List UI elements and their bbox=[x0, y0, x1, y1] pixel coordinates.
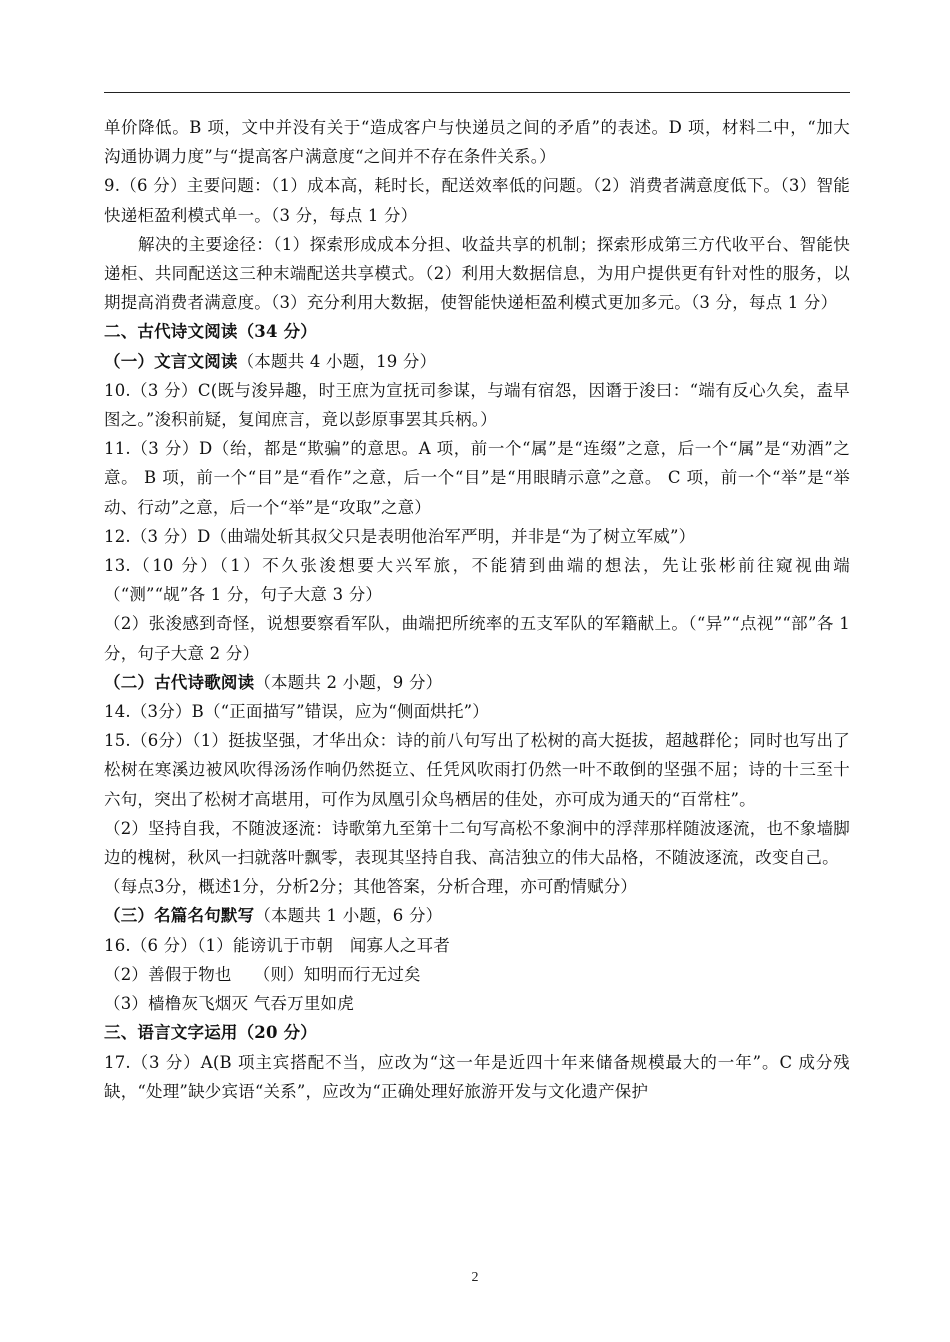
answer-15-2: （2）坚持自我，不随波逐流：诗歌第九至第十二句写高松不象涧中的浮萍那样随波逐流，也不象墙脚边的槐树，秋风一扫就落叶飘零，表现其坚持自我、高洁独立的伟大品格，不随波逐流，改变自己。 bbox=[104, 818, 850, 868]
subsection-title: （二）古代诗歌阅读 bbox=[104, 672, 255, 692]
answer-13-2: （2）张浚感到奇怪，说想要察看军队，曲端把所统率的五支军队的军籍献上。（“异”“点视”“部”各 1 分，句子大意 2 分） bbox=[104, 614, 850, 663]
subsection-note: （本题共 4 小题，19 分） bbox=[237, 351, 437, 371]
answer-10: 10.（3 分）C(既与浚异趣，时王庶为宣抚司参谋，与端有宿怨，因谮于浚曰：“端有反心久矣，盍早图之。”浚积前疑，复闻庶言，竟以彭原事罢其兵柄。） bbox=[104, 380, 850, 430]
subsection-note: （本题共 2 小题，9 分） bbox=[254, 672, 443, 692]
header-rule bbox=[104, 92, 850, 93]
answer-17: 17.（3 分）A(B 项主宾搭配不当，应改为“这一年是近四十年来储备规模最大的一年”。C 成分残缺，“处理”缺少宾语“关系”，应改为“正确处理好旅游开发与文化遗产保护 bbox=[104, 1052, 850, 1101]
answer-16-1: 16.（6 分）（1）能谤讥于市朝 闻寡人之耳者 bbox=[104, 935, 451, 955]
answer-14: 14.（3分）B（“正面描写”错误，应为“侧面烘托”） bbox=[104, 702, 490, 722]
answer-13-1: 13.（10 分）（1）不久张浚想要大兴军旅，不能猜到曲端的想法，先让张彬前往窥视曲端（“测”“觇”各 1 分，句子大意 3 分） bbox=[104, 556, 850, 605]
answer-11: 11.（3 分）D（绐，都是“欺骗”的意思。A 项，前一个“属”是“连缀”之意，后一个“属”是“劝酒”之意。 B 项，前一个“目”是“看作”之意，后一个“目”是“用眼睛示意”之意。 C 项，前一个“举”是“举动、行动”之意，后一个“举”是“攻取”之意） bbox=[104, 439, 850, 517]
subsection-note: （本题共 1 小题，6 分） bbox=[254, 906, 443, 926]
subsection-title: （一）文言文阅读 bbox=[104, 351, 238, 371]
answer-9-solutions: 解决的主要途径：（1）探索形成成本分担、收益共享的机制；探索形成第三方代收平台、智能快递柜、共同配送这三种末端配送共享模式。（2）利用大数据信息，为用户提供更有针对性的服务，以期提高消费者满意度。（3）充分利用大数据，使智能快递柜盈利模式更加多元。（3 分，每点 1 分） bbox=[104, 234, 850, 313]
subsection-title: （三）名篇名句默写 bbox=[104, 906, 255, 926]
section-heading-2: 二、古代诗文阅读（34 分） bbox=[104, 322, 318, 342]
answer-16-3: （3）樯橹灰飞烟灭 气吞万里如虎 bbox=[104, 994, 354, 1014]
subsection-heading-2 bbox=[104, 668, 850, 697]
answer-9: 9.（6 分）主要问题：（1）成本高，耗时长，配送效率低的问题。（2）消费者满意度低下。（3）智能快递柜盈利模式单一。（3 分，每点 1 分） bbox=[104, 176, 850, 225]
section-heading-3: 三、语言文字运用（20 分） bbox=[104, 1023, 318, 1043]
paragraph-continuation: 单价降低。B 项，文中并没有关于“造成客户与快递员之间的矛盾”的表述。D 项，材料二中，“加大沟通协调力度”与“提高客户满意度“之间并不存在条件关系。） bbox=[104, 118, 850, 167]
page-number: 2 bbox=[471, 1270, 479, 1285]
answer-16-2: （2）善假于物也 （则）知明而行无过矣 bbox=[104, 964, 421, 984]
answer-text bbox=[104, 113, 850, 1106]
subsection-heading-3 bbox=[104, 901, 850, 930]
subsection-heading-1 bbox=[104, 347, 850, 376]
answer-12: 12.（3 分）D（曲端处斩其叔父只是表明他治军严明，并非是“为了树立军威”） bbox=[104, 526, 696, 546]
answer-15-1: 15.（6分）（1）挺拔坚强，才华出众：诗的前八句写出了松树的高大挺拔，超越群伦；同时也写出了松树在寒溪边被风吹得汤汤作响仍然挺立、任凭风吹雨打仍然一叶不敢倒的坚强不屈；诗的十三至十六句，突出了松树才高堪用，可作为凤凰引众鸟栖居的佳处，亦可成为通天的“百常柱”。 bbox=[104, 731, 850, 809]
answer-15-scoring: （每点3分，概述1分，分析2分；其他答案，分析合理，亦可酌情赋分） bbox=[104, 877, 638, 897]
